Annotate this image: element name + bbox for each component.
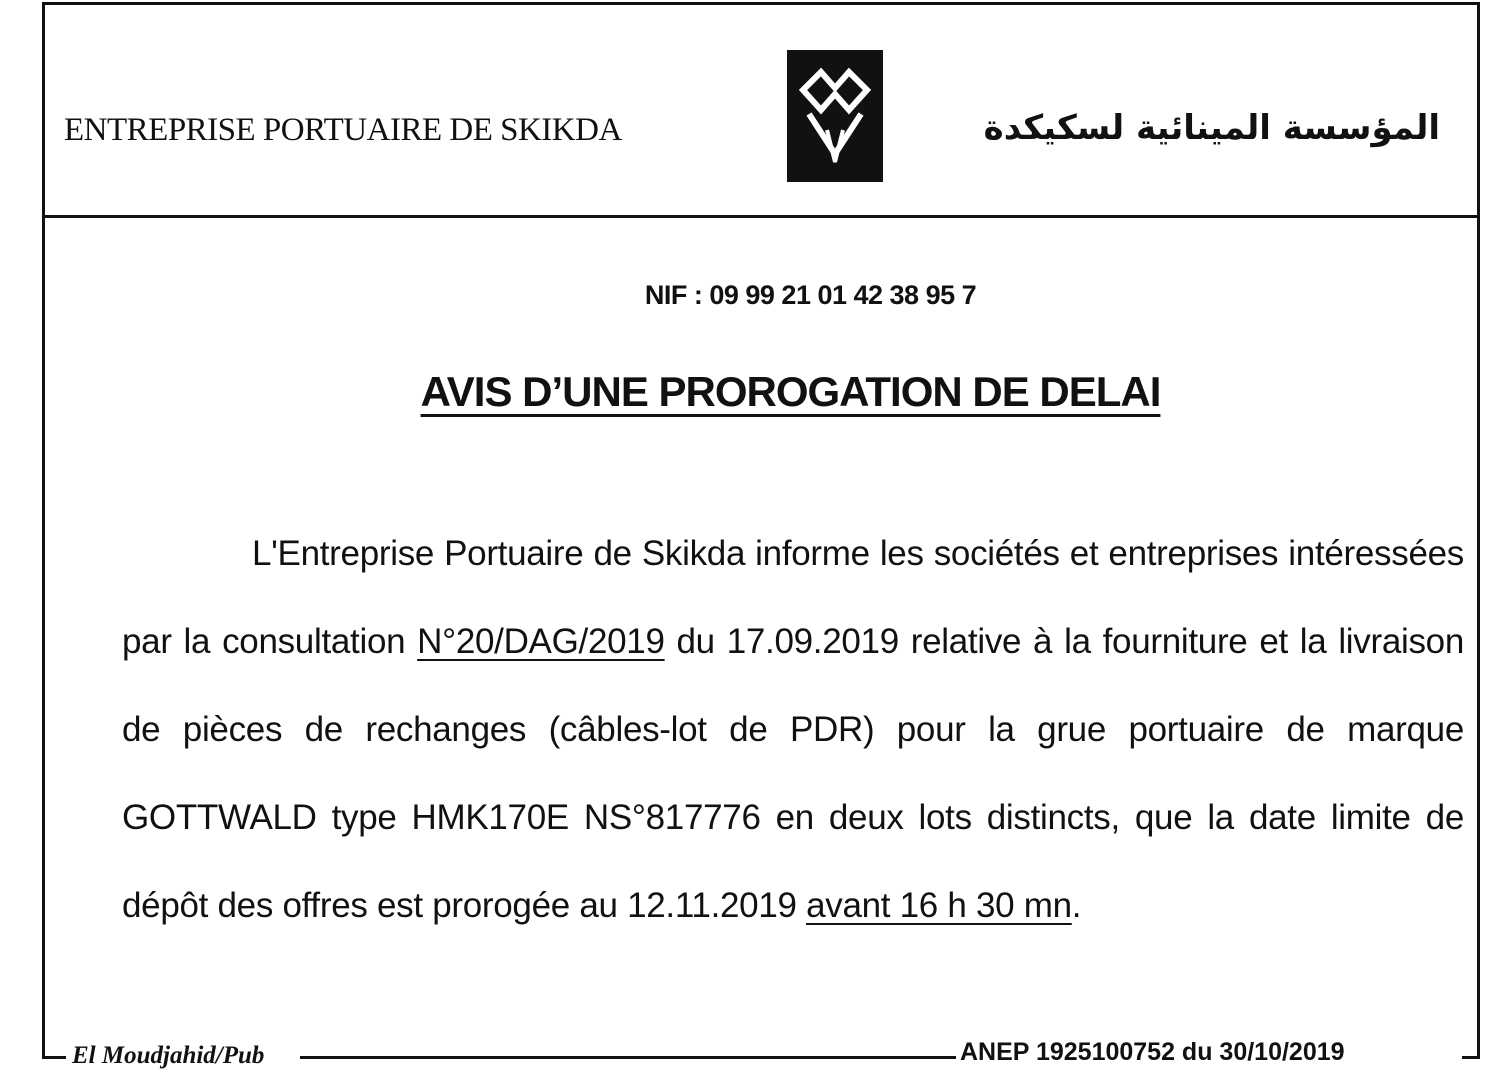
- header-divider: [42, 215, 1480, 218]
- body-text-part1: L'Entreprise Portuaire de Skikda informe les sociétés et entreprises intéressées par la consultation: [122, 534, 1464, 661]
- nif-number: NIF : 09 99 21 01 42 38 95 7: [644, 280, 977, 310]
- consultation-reference: N°20/DAG/2019: [417, 622, 665, 661]
- body-text-end: .: [1071, 886, 1082, 925]
- notice-title: [0, 368, 1501, 416]
- body-text-part2: du 17.09.2019 relative à la fourniture et la livraison de pièces de rechanges (câbles-lot de PDR) pour la grue portuaire de marque GOTTWALD type HMK170E NS°817776 en deux lots distincts, que la date limite de dépôt des offres est prorogée au 12.11.2019: [122, 622, 1465, 925]
- notice-body: [122, 510, 1464, 950]
- publication-source: El Moudjahid/Pub: [68, 1042, 268, 1070]
- notice-title-text: AVIS D’UNE PROROGATION DE DELAI: [420, 368, 1161, 415]
- org-name-french: ENTREPRISE PORTUAIRE DE SKIKDA: [64, 112, 622, 148]
- port-logo-icon: [787, 50, 883, 182]
- deadline-time: avant 16 h 30 mn: [806, 886, 1072, 925]
- org-name-arabic: المؤسسة المينائية لسكيكدة: [983, 108, 1440, 148]
- footer-line-left: [42, 1056, 66, 1059]
- anep-reference: ANEP 1925100752 du 30/10/2019: [956, 1038, 1349, 1067]
- footer-line-right: [1462, 1056, 1480, 1059]
- footer-line-middle: [300, 1056, 960, 1059]
